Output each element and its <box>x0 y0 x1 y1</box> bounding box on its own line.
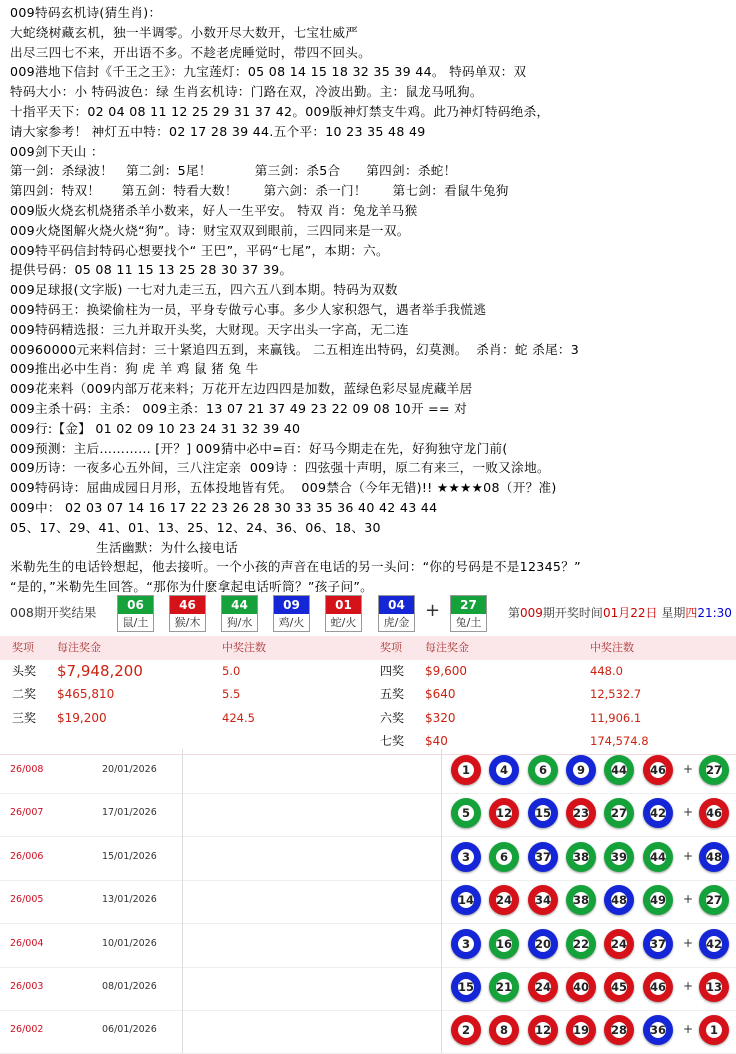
ball-number: 12 <box>532 1019 554 1041</box>
plus-sign: + <box>683 892 694 907</box>
column-divider <box>182 792 183 836</box>
ball-number: 6 <box>493 846 515 868</box>
lottery-ball <box>528 929 558 959</box>
lottery-ball <box>528 972 558 1002</box>
lottery-ball <box>699 798 729 828</box>
column-divider <box>182 749 183 793</box>
column-divider <box>182 923 183 967</box>
ball-zodiac: 兔/土 <box>455 616 482 629</box>
ball-number: 34 <box>532 889 554 911</box>
draw-result-bar <box>0 595 736 635</box>
ball-zodiac: 虎/金 <box>383 616 410 629</box>
lottery-ball <box>643 842 673 872</box>
history-period: 26/003 <box>10 981 44 992</box>
prize-cell: 174,574.8 <box>590 734 649 748</box>
prize-cell: 六奖 <box>380 710 405 725</box>
poem-line: 第四剑：特双！ 第五剑：特看大数！ 第六剑：杀一门！ 第七剑：看鼠牛兔狗 <box>10 183 509 199</box>
ball-number: 48 <box>608 889 630 911</box>
col-header: 每注奖金 <box>425 641 469 654</box>
prize-cell: $7,948,200 <box>57 661 143 680</box>
poem-line: 大蛇绕树藏玄机，独一半调零。小数开尽大数开，七宝壮威严 <box>10 24 359 40</box>
poem-line: 009花来料（009内部万花来料；万花开左边四四是加数，蓝绿色彩尽显虎藏羊居 <box>10 381 473 397</box>
prize-cell: $320 <box>425 710 456 725</box>
prize-row <box>0 707 736 732</box>
prize-table-header <box>0 636 736 660</box>
ball-number: 19 <box>570 1019 592 1041</box>
lottery-ball <box>699 972 729 1002</box>
ball-number: 14 <box>455 889 477 911</box>
poem-line: 009推出必中生肖：狗 虎 羊 鸡 鼠 猪 兔 牛 <box>10 361 259 377</box>
poem-line: 009特码玄机诗(猜生肖)： <box>10 5 162 20</box>
history-period: 26/004 <box>10 937 44 949</box>
ball-number: 44 <box>222 596 257 614</box>
lottery-ball <box>604 972 634 1002</box>
prize-cell: 5.0 <box>222 663 241 678</box>
ball-zodiac: 蛇/火 <box>330 616 357 629</box>
column-divider <box>441 966 442 1010</box>
column-divider <box>441 792 442 836</box>
ball-number: 39 <box>608 846 630 868</box>
poem-line: 009特码诗：屈曲成园日月形，五体投地皆有凭。 009禁合（今年无错)!! ★★★★08（开？准) <box>10 480 557 496</box>
lottery-ball <box>451 972 481 1002</box>
draw-ball <box>117 595 154 632</box>
poem-line: 009特码王：换梁偷柱为一员，平身专做亏心事。多少人家积怨气，遇者举手我慌逃 <box>10 302 487 317</box>
lottery-ball <box>699 929 729 959</box>
lottery-ball <box>489 798 519 828</box>
lottery-ball <box>489 929 519 959</box>
lottery-ball <box>528 842 558 872</box>
column-divider <box>441 923 442 967</box>
ball-number: 38 <box>570 846 592 868</box>
ball-number: 46 <box>647 759 669 781</box>
ball-number: 46 <box>170 596 205 614</box>
ball-number: 46 <box>647 976 669 998</box>
ball-number: 27 <box>451 596 486 614</box>
draw-ball <box>169 595 206 632</box>
ball-number: 1 <box>455 759 477 781</box>
prize-cell: $40 <box>425 734 448 748</box>
lottery-ball <box>566 798 596 828</box>
history-row <box>0 879 736 924</box>
prize-cell: 448.0 <box>590 663 623 678</box>
prize-cell: $9,600 <box>425 663 467 678</box>
history-date: 17/01/2026 <box>102 807 157 819</box>
history-date: 10/01/2026 <box>102 937 157 949</box>
ball-number: 27 <box>703 889 725 911</box>
prize-cell: 七奖 <box>380 734 405 748</box>
poem-line: 009特码精选报：三九并取开头奖，大财现。天字出头一字高，无二连 <box>10 321 409 337</box>
ball-zodiac: 猴/木 <box>174 616 201 629</box>
lottery-ball <box>604 842 634 872</box>
ball-number: 16 <box>493 933 515 955</box>
ball-zodiac: 鸡/火 <box>278 616 305 629</box>
history-date: 20/01/2026 <box>102 764 157 775</box>
history-row <box>0 836 736 881</box>
lottery-ball <box>451 885 481 915</box>
ball-number: 23 <box>570 802 592 824</box>
lottery-ball <box>643 885 673 915</box>
poem-line: 米勒先生的电话铃想起，他去接听。一个小孩的声音在电话的另一头问：“你的号码是不是12345？” <box>10 559 581 575</box>
history-row <box>0 966 736 1011</box>
lottery-ball <box>566 755 596 785</box>
poem-line: 009预测：主后………… [开？] 009猜中必中=百：好马今期走在先，好狗独守龙门前( <box>10 440 508 456</box>
lottery-ball <box>699 885 729 915</box>
draw-ball <box>325 595 362 632</box>
poem-line: 009剑下天山 ： <box>10 143 104 159</box>
ball-number: 24 <box>493 889 515 911</box>
poem-line: 009中： 02 03 07 14 16 17 22 23 26 28 30 33 35 36 40 42 43 44 <box>10 500 438 515</box>
draw-ball <box>273 595 310 632</box>
poem-line: 009历诗：一夜多心五外间，三八注定亲 009诗 ：四弦强十声明，原二有来三，一败又涂地。 <box>10 460 550 476</box>
history-period: 26/002 <box>10 1024 44 1036</box>
lottery-ball <box>604 798 634 828</box>
poem-line: 009足球报(文字版) 一七对九走三五，四六五八到本期。特码为双数 <box>10 282 398 298</box>
history-row <box>0 749 736 794</box>
ball-number: 1 <box>703 1019 725 1041</box>
draw-label: 008期开奖结果 <box>10 605 97 620</box>
plus-sign: + <box>683 762 694 776</box>
ball-number: 42 <box>703 933 725 955</box>
history-date: 06/01/2026 <box>102 1024 157 1036</box>
ball-number: 15 <box>455 976 477 998</box>
prize-cell: 三奖 <box>12 710 37 725</box>
plus-sign: + <box>683 979 694 993</box>
ball-number: 15 <box>532 802 554 824</box>
lottery-ball <box>451 842 481 872</box>
lottery-ball <box>566 1015 596 1045</box>
ball-number: 06 <box>118 596 153 614</box>
ball-number: 48 <box>703 846 725 868</box>
history-date: 13/01/2026 <box>102 894 157 906</box>
ball-zodiac: 狗/水 <box>226 616 253 629</box>
prize-cell: $465,810 <box>57 687 115 701</box>
poem-line: “是的，”米勒先生回答。“那你为什麽拿起电话听筒？”孩子问”。 <box>10 579 374 595</box>
history-date: 08/01/2026 <box>102 981 157 992</box>
poem-line: 009港地下信封《千王之王》：九宝莲灯：05 08 14 15 18 32 35 39 44。 特码单双：双 <box>10 64 527 80</box>
lottery-ball <box>566 929 596 959</box>
ball-number: 9 <box>570 759 592 781</box>
ball-number: 5 <box>455 802 477 824</box>
plus-sign: + <box>683 1022 694 1037</box>
ball-number: 24 <box>532 976 554 998</box>
lottery-ball <box>528 885 558 915</box>
ball-number: 27 <box>608 802 630 824</box>
history-date: 15/01/2026 <box>102 850 157 862</box>
ball-number: 3 <box>455 846 477 868</box>
ball-number: 20 <box>532 933 554 955</box>
column-divider <box>182 836 183 880</box>
poem-line: 009行:【金】 01 02 09 10 23 24 31 32 39 40 <box>10 420 301 436</box>
poem-line: 十指平天下：02 04 08 11 12 25 29 31 37 42。009版神灯禁支牛鸡。此乃神灯特码绝杀， <box>10 104 550 119</box>
plus-sign: + <box>683 848 694 863</box>
prize-cell: 12,532.7 <box>590 687 642 701</box>
prize-cell: 11,906.1 <box>590 710 642 725</box>
poem-line: 009火烧图解火烧火烧“狗”。诗：财宝双双到眼前，三四同来是一双。 <box>10 222 410 238</box>
ball-number: 4 <box>493 759 515 781</box>
ball-number: 27 <box>703 759 725 781</box>
poem-line: 请大家参考！ 神灯五中特：02 17 28 39 44.五个平：10 23 35 48 49 <box>10 123 426 139</box>
prize-cell: 424.5 <box>222 710 255 725</box>
history-row <box>0 792 736 837</box>
history-period: 26/005 <box>10 894 44 906</box>
ball-number: 40 <box>570 976 592 998</box>
ball-number: 36 <box>647 1019 669 1041</box>
ball-zodiac: 鼠/土 <box>122 616 149 629</box>
lottery-ball <box>604 755 634 785</box>
ball-number: 42 <box>647 802 669 824</box>
ball-number: 12 <box>493 802 515 824</box>
ball-number: 46 <box>703 802 725 824</box>
next-draw-info: 第009期开奖时间01月22日 星期四21:30 <box>508 606 732 620</box>
poem-line: 009版火烧玄机烧猪杀羊小数来，好人一生平安。 特双 肖：兔龙羊马猴 <box>10 203 418 218</box>
prize-cell: 头奖 <box>12 663 37 678</box>
col-header: 中奖注数 <box>222 641 266 654</box>
lottery-ball <box>566 972 596 1002</box>
prize-row <box>0 660 736 685</box>
history-row <box>0 923 736 968</box>
column-divider <box>182 879 183 923</box>
ball-number: 01 <box>326 596 361 614</box>
ball-number: 13 <box>703 976 725 998</box>
column-divider <box>441 749 442 793</box>
col-header: 奖项 <box>380 641 402 654</box>
ball-number: 49 <box>647 889 669 911</box>
lottery-ball <box>451 798 481 828</box>
ball-number: 8 <box>493 1019 515 1041</box>
lottery-ball <box>604 1015 634 1045</box>
poem-line: 009特平码信封特码心想要找个“ 王巴”，平码“七尾”，本期：六。 <box>10 242 389 258</box>
lottery-ball <box>489 1015 519 1045</box>
lottery-ball <box>604 929 634 959</box>
lottery-ball <box>566 842 596 872</box>
lottery-ball <box>643 1015 673 1045</box>
lottery-ball <box>643 798 673 828</box>
poem-line: 00960000元来料信封：三十紧追四五到，来赢钱。 二五相连出特码，幻莫测。 杀肖：蛇 杀尾：3 <box>10 341 580 357</box>
column-divider <box>441 1009 442 1053</box>
poem-line: 提供号码：05 08 11 15 13 25 28 30 37 39。 <box>10 262 293 278</box>
prize-cell: 二奖 <box>12 687 37 701</box>
history-period: 26/008 <box>10 764 44 775</box>
column-divider <box>182 1009 183 1053</box>
prize-cell: 五奖 <box>380 687 405 701</box>
ball-number: 04 <box>379 596 414 614</box>
poem-line: 第一剑：杀绿波！ 第二剑：5尾！ 第三剑：杀5合 第四剑：杀蛇！ <box>10 163 457 179</box>
lottery-ball <box>451 929 481 959</box>
lottery-ball <box>643 929 673 959</box>
ball-number: 24 <box>608 933 630 955</box>
poem-line: 009主杀十码：主杀： 009主杀：13 07 21 37 49 23 22 09 08 10开 == 对 <box>10 401 468 416</box>
column-divider <box>182 966 183 1010</box>
column-divider <box>441 879 442 923</box>
lottery-ball <box>489 842 519 872</box>
ball-number: 21 <box>493 976 515 998</box>
prize-cell: 5.5 <box>222 687 241 701</box>
history-row <box>0 1009 736 1054</box>
lottery-ball <box>699 755 729 785</box>
lottery-ball <box>451 1015 481 1045</box>
lottery-ball <box>604 885 634 915</box>
poem-line: 05、17、29、41、01、13、25、12、24、36、06、18、30 <box>10 519 381 535</box>
lottery-ball <box>451 755 481 785</box>
ball-number: 2 <box>455 1019 477 1041</box>
draw-ball <box>450 595 487 632</box>
ball-number: 3 <box>455 933 477 955</box>
ball-number: 37 <box>532 846 554 868</box>
col-header: 每注奖金 <box>57 641 101 654</box>
ball-number: 22 <box>570 933 592 955</box>
poem-line: 特码大小：小 特码波色：绿 生肖玄机诗：门路在双，冷波出勤。主：鼠龙马吼狗。 <box>10 84 483 100</box>
draw-ball <box>221 595 258 632</box>
ball-number: 28 <box>608 1019 630 1041</box>
ball-number: 09 <box>274 596 309 614</box>
poem-line: 出尽三四七不来，开出语不多。不趁老虎睡觉时，带四不回头。 <box>10 44 372 60</box>
plus-sign: + <box>683 935 694 950</box>
ball-number: 38 <box>570 889 592 911</box>
draw-ball <box>378 595 415 632</box>
lottery-ball <box>643 755 673 785</box>
column-divider <box>441 836 442 880</box>
lottery-ball <box>699 1015 729 1045</box>
lottery-ball <box>489 755 519 785</box>
lottery-ball <box>566 885 596 915</box>
col-header: 奖项 <box>12 641 34 654</box>
lottery-ball <box>528 798 558 828</box>
plus-sign: + <box>683 805 694 820</box>
ball-number: 44 <box>608 759 630 781</box>
lottery-ball <box>528 755 558 785</box>
history-period: 26/006 <box>10 850 44 862</box>
ball-number: 37 <box>647 933 669 955</box>
prize-cell: 四奖 <box>380 663 405 678</box>
col-header: 中奖注数 <box>590 641 634 654</box>
ball-number: 6 <box>532 759 554 781</box>
prize-cell: $19,200 <box>57 710 107 725</box>
lottery-ball <box>489 972 519 1002</box>
plus-sign: + <box>425 600 441 621</box>
ball-number: 44 <box>647 846 669 868</box>
lottery-ball <box>643 972 673 1002</box>
poem-line: 生活幽默：为什么接电话 <box>10 539 238 555</box>
lottery-ball <box>699 842 729 872</box>
prize-cell: $640 <box>425 687 456 701</box>
history-period: 26/007 <box>10 807 44 819</box>
prize-row <box>0 683 736 708</box>
lottery-ball <box>528 1015 558 1045</box>
ball-number: 45 <box>608 976 630 998</box>
lottery-ball <box>489 885 519 915</box>
